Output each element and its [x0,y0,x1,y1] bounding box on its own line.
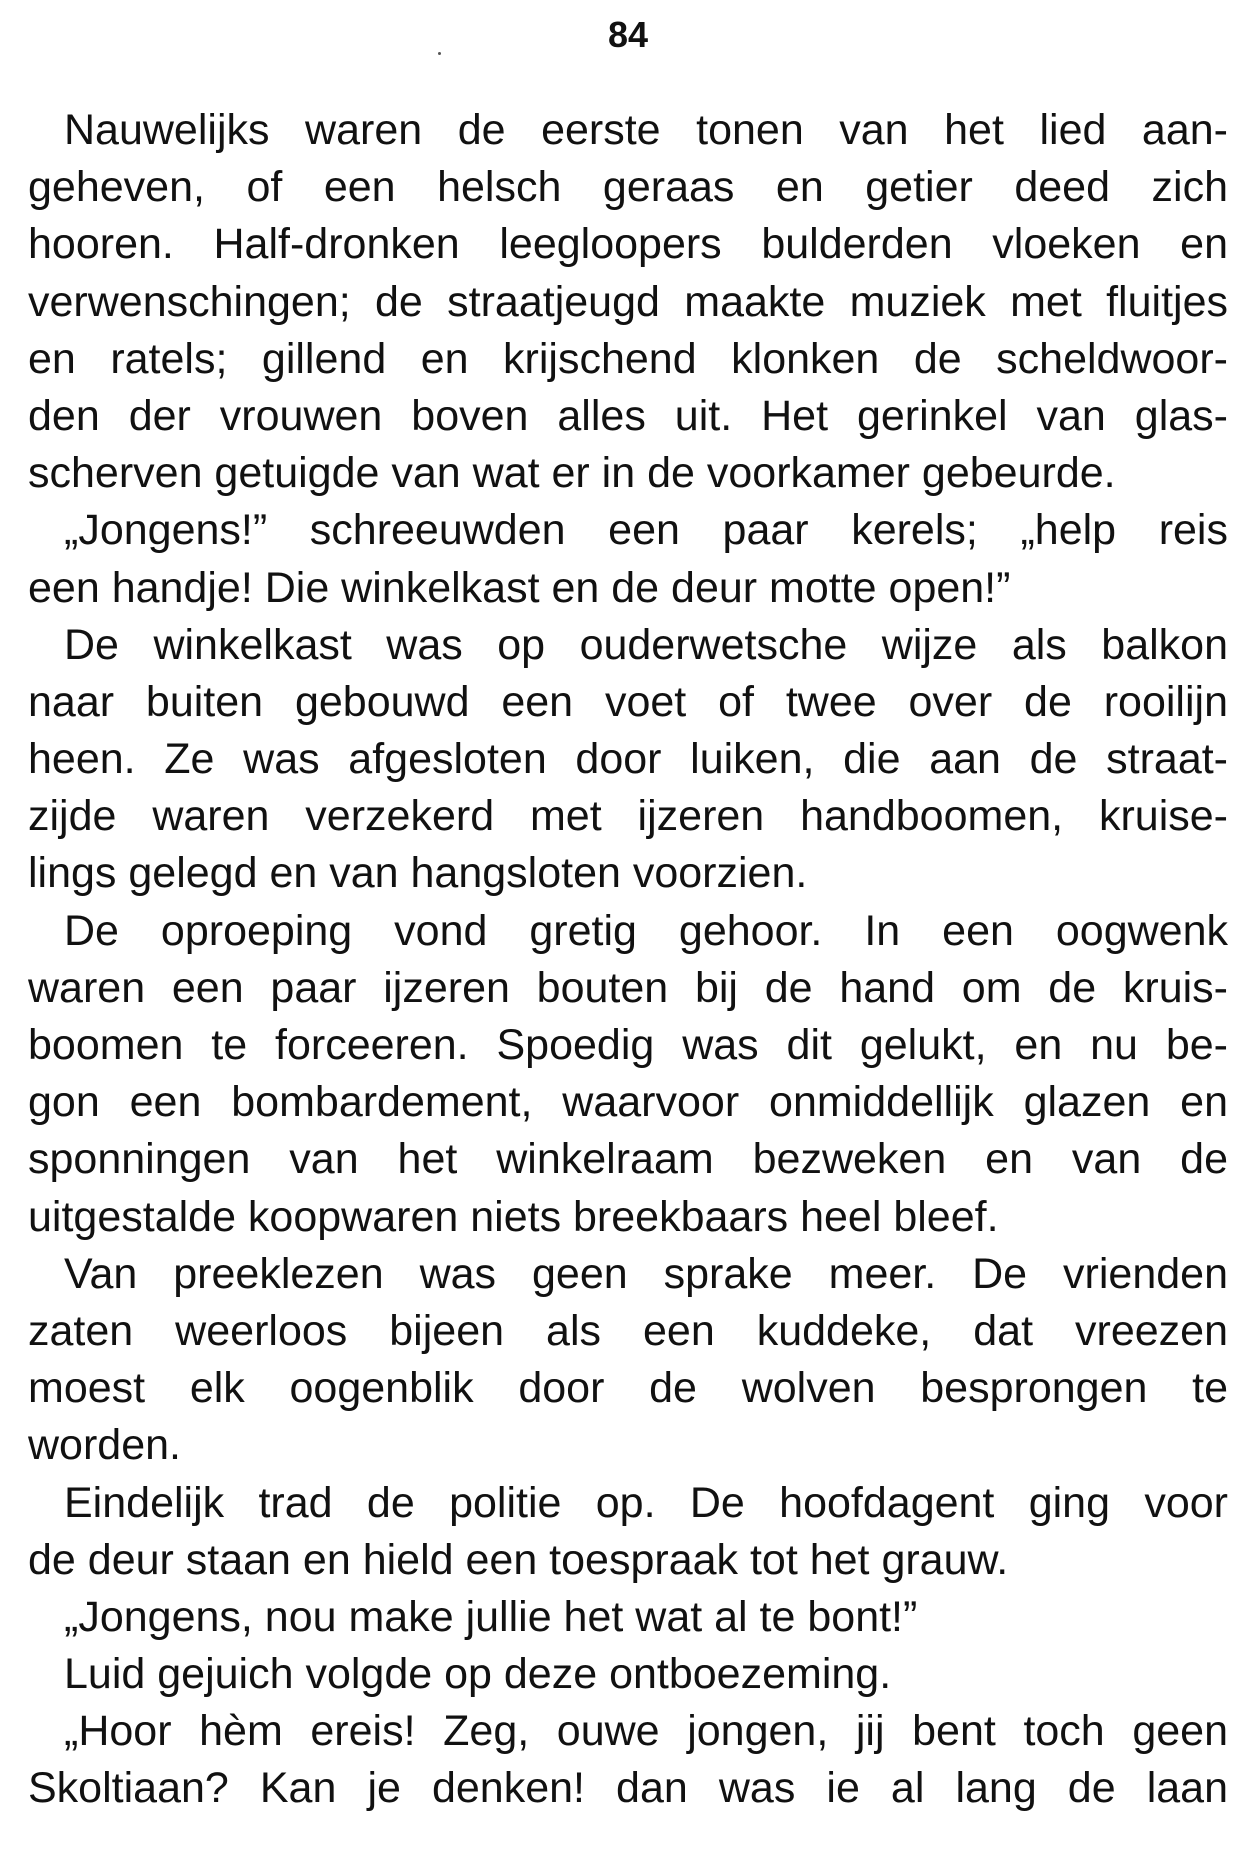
body-text [28,102,1228,1818]
text-line: den der vrouwen boven alles uit. Het gerinkel van glas- [28,391,1228,440]
text-line: naar buiten gebouwd een voet of twee over de rooilijn [28,677,1228,726]
text-line: „Jongens, nou make jullie het wat al te bont!” [64,1592,918,1641]
text-line: Eindelijk trad de politie op. De hoofdagent ging voor [64,1478,1228,1527]
page-number: 84 [607,14,649,55]
text-line: waren een paar ijzeren bouten bij de hand om de kruis- [28,963,1228,1012]
text-line: geheven, of een helsch geraas en getier deed zich [28,163,1228,212]
text-line: De oproeping vond gretig gehoor. In een oogwenk [64,906,1228,955]
text-line: gon een bombardement, waarvoor onmiddellijk glazen en [28,1078,1228,1127]
text-line: een handje! Die winkelkast en de deur motte open!” [28,563,1011,612]
text-line: moest elk oogenblik door de wolven besprongen te [28,1364,1228,1413]
text-line: Van preeklezen was geen sprake meer. De vrienden [64,1249,1228,1298]
text-line: hooren. Half-dronken leegloopers bulderden vloeken en [28,220,1228,269]
text-line: Skoltiaan? Kan je denken! dan was ie al lang de laan [28,1764,1228,1813]
text-line: de deur staan en hield een toespraak tot het grauw. [28,1535,1009,1584]
text-line: „Hoor hèm ereis! Zeg, ouwe jongen, jij bent toch geen [64,1707,1228,1756]
text-line: uitgestalde koopwaren niets breekbaars heel bleef. [28,1192,999,1241]
text-line: zijde waren verzekerd met ijzeren handboomen, kruise- [28,792,1228,841]
text-line: lings gelegd en van hangsloten voorzien. [28,849,808,898]
text-line: sponningen van het winkelraam bezweken en van de [28,1135,1228,1184]
text-line: De winkelkast was op ouderwetsche wijze als balkon [64,620,1228,669]
text-line: boomen te forceeren. Spoedig was dit gelukt, en nu be- [28,1021,1228,1069]
text-line: zaten weerloos bijeen als een kuddeke, dat vreezen [28,1306,1228,1355]
print-speck [438,52,441,55]
text-line: heen. Ze was afgesloten door luiken, die aan de straat- [28,735,1228,784]
text-line: Nauwelijks waren de eerste tonen van het lied aan- [64,106,1228,154]
text-line: „Jongens!” schreeuwden een paar kerels; „help reis [64,506,1228,555]
text-line: scherven getuigde van wat er in de voorkamer gebeurde. [28,449,1116,498]
text-line: verwenschingen; de straatjeugd maakte muziek met fluitjes [28,277,1228,326]
text-line: Luid gejuich volgde op deze ontboezeming. [64,1650,892,1699]
text-line: worden. [28,1421,181,1470]
text-line: en ratels; gillend en krijschend klonken de scheldwoor- [28,334,1228,383]
